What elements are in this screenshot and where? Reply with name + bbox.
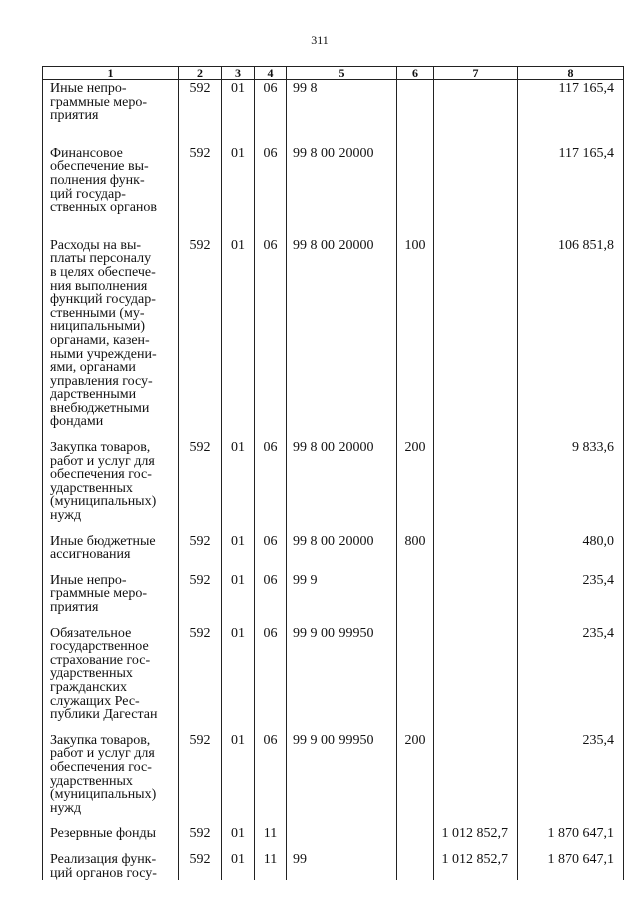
budget-table <box>42 66 624 880</box>
row-name: Реализация функ- ций органов госу- <box>50 851 157 881</box>
column-header: 1 <box>43 67 179 80</box>
ministry-code: 592 <box>179 625 222 732</box>
table-row <box>43 533 624 572</box>
expense-type-code: 200 <box>397 439 434 533</box>
expense-type-code: 800 <box>397 533 434 572</box>
subsection-code: 11 <box>255 825 287 851</box>
table-row <box>43 439 624 533</box>
section-code: 01 <box>222 851 255 880</box>
section-code: 01 <box>222 439 255 533</box>
target-article-code: 99 8 00 20000 <box>287 145 397 237</box>
table-row <box>43 80 624 145</box>
table-row <box>43 237 624 439</box>
row-name: Расходы на вы- платы персоналу в целях обеспече- ния выполнения функций государ- ственными (му- ниципальными) органами, казен- ными учреждени- ями, органами управления госу- дарственными внебюджетными фондами <box>50 237 157 430</box>
row-name: Иные бюджетные ассигнования <box>50 533 156 563</box>
ministry-code: 592 <box>179 145 222 237</box>
ministry-code: 592 <box>179 851 222 880</box>
section-code: 01 <box>222 572 255 625</box>
table-row <box>43 851 624 880</box>
ministry-code: 592 <box>179 439 222 533</box>
amount-col8: 235,4 <box>518 732 624 826</box>
row-name: Закупка товаров, работ и услуг для обеспечения гос- ударственных (муниципальных) нужд <box>50 440 157 524</box>
section-code: 01 <box>222 825 255 851</box>
section-code: 01 <box>222 80 255 145</box>
target-article-code: 99 9 00 99950 <box>287 732 397 826</box>
header-row <box>43 67 624 80</box>
expense-type-code <box>397 625 434 732</box>
section-code: 01 <box>222 237 255 439</box>
subsection-code: 06 <box>255 732 287 826</box>
subsection-code: 06 <box>255 572 287 625</box>
amount-col7 <box>434 625 518 732</box>
target-article-code: 99 9 00 99950 <box>287 625 397 732</box>
table-row <box>43 732 624 826</box>
row-name: Обязательное государственное страхование гос- ударственных гражданских служащих Рес- публики Дагестан <box>50 625 158 723</box>
target-article-code <box>287 825 397 851</box>
subsection-code: 06 <box>255 439 287 533</box>
row-name: Закупка товаров, работ и услуг для обеспечения гос- ударственных (муниципальных) нужд <box>50 732 157 816</box>
table-row <box>43 572 624 625</box>
column-header: 6 <box>397 67 434 80</box>
ministry-code: 592 <box>179 732 222 826</box>
subsection-code: 06 <box>255 237 287 439</box>
amount-col7: 1 012 852,7 <box>434 851 518 880</box>
column-header: 3 <box>222 67 255 80</box>
subsection-code: 06 <box>255 533 287 572</box>
column-header: 4 <box>255 67 287 80</box>
row-name-cell <box>43 533 179 572</box>
row-name-cell <box>43 439 179 533</box>
row-name: Иные непро- граммные меро- приятия <box>50 81 148 124</box>
expense-type-code <box>397 825 434 851</box>
ministry-code: 592 <box>179 533 222 572</box>
amount-col7 <box>434 145 518 237</box>
row-name-cell <box>43 625 179 732</box>
subsection-code: 06 <box>255 80 287 145</box>
expense-type-code <box>397 80 434 145</box>
target-article-code: 99 8 00 20000 <box>287 533 397 572</box>
expense-type-code <box>397 851 434 880</box>
target-article-code: 99 <box>287 851 397 880</box>
table-row <box>43 825 624 851</box>
row-name: Иные непро- граммные меро- приятия <box>50 572 148 615</box>
table-body <box>43 80 624 881</box>
column-header: 2 <box>179 67 222 80</box>
column-header: 7 <box>434 67 518 80</box>
amount-col8: 9 833,6 <box>518 439 624 533</box>
amount-col7 <box>434 80 518 145</box>
amount-col7 <box>434 572 518 625</box>
page-number: 311 <box>311 33 329 47</box>
section-code: 01 <box>222 145 255 237</box>
row-name-cell <box>43 145 179 237</box>
column-header: 5 <box>287 67 397 80</box>
amount-col8: 235,4 <box>518 572 624 625</box>
amount-col8: 1 870 647,1 <box>518 825 624 851</box>
row-name-cell <box>43 851 179 880</box>
amount-col7 <box>434 732 518 826</box>
target-article-code: 99 8 <box>287 80 397 145</box>
ministry-code: 592 <box>179 80 222 145</box>
section-code: 01 <box>222 625 255 732</box>
table-row <box>43 625 624 732</box>
ministry-code: 592 <box>179 825 222 851</box>
amount-col8: 235,4 <box>518 625 624 732</box>
row-name-cell <box>43 237 179 439</box>
subsection-code: 11 <box>255 851 287 880</box>
row-name-cell <box>43 572 179 625</box>
subsection-code: 06 <box>255 145 287 237</box>
amount-col7 <box>434 439 518 533</box>
section-code: 01 <box>222 533 255 572</box>
amount-col8: 117 165,4 <box>518 145 624 237</box>
amount-col8: 480,0 <box>518 533 624 572</box>
target-article-code: 99 8 00 20000 <box>287 439 397 533</box>
ministry-code: 592 <box>179 237 222 439</box>
amount-col8: 117 165,4 <box>518 80 624 145</box>
amount-col8: 106 851,8 <box>518 237 624 439</box>
amount-col8: 1 870 647,1 <box>518 851 624 880</box>
row-name-cell <box>43 732 179 826</box>
row-name: Финансовое обеспечение вы- полнения функ- ций государ- ственных органов <box>50 145 158 216</box>
expense-type-code <box>397 145 434 237</box>
row-name-cell <box>43 80 179 145</box>
amount-col7 <box>434 237 518 439</box>
table-row <box>43 145 624 237</box>
amount-col7: 1 012 852,7 <box>434 825 518 851</box>
row-name-cell <box>43 825 179 851</box>
row-name: Резервные фонды <box>50 826 157 842</box>
target-article-code: 99 9 <box>287 572 397 625</box>
column-header: 8 <box>518 67 624 80</box>
expense-type-code: 200 <box>397 732 434 826</box>
expense-type-code: 100 <box>397 237 434 439</box>
target-article-code: 99 8 00 20000 <box>287 237 397 439</box>
subsection-code: 06 <box>255 625 287 732</box>
section-code: 01 <box>222 732 255 826</box>
amount-col7 <box>434 533 518 572</box>
expense-type-code <box>397 572 434 625</box>
ministry-code: 592 <box>179 572 222 625</box>
